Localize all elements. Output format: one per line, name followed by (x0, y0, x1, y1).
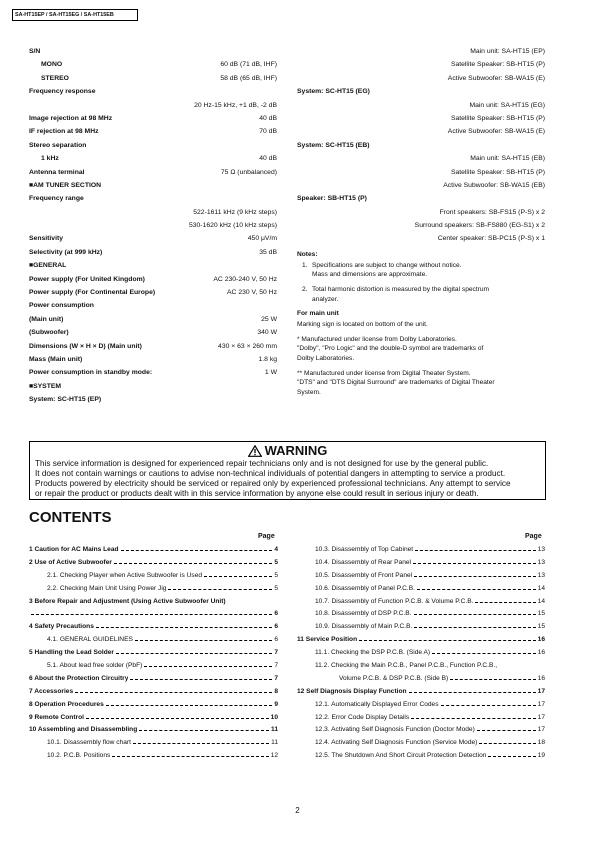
spec-row (29, 206, 277, 219)
spec-label: Antenna terminal (29, 168, 85, 176)
spec-row (29, 353, 277, 366)
toc-left (29, 544, 278, 763)
toc-entry-page: 5 (274, 571, 278, 579)
spec-row (29, 166, 277, 179)
spec-row (29, 286, 277, 299)
toc-entry[interactable] (297, 699, 545, 712)
toc-leader (112, 756, 268, 757)
spec-row (297, 99, 545, 112)
spec-row (29, 58, 277, 71)
toc-leader (121, 550, 273, 551)
spec-label: Selectivity (at 999 kHz) (29, 248, 103, 256)
toc-entry-title: 10.2. P.C.B. Positions (47, 752, 111, 760)
toc-entry-title: 10.8. Disassembly of DSP P.C.B. (315, 610, 412, 618)
toc-entry-title: 11.2. Checking the Main P.C.B., Panel P.C.B., Function P.C.B., (315, 662, 498, 670)
spec-value: AC 230-240 V, 50 Hz (213, 275, 277, 283)
toc-entry-page: 7 (274, 662, 278, 670)
toc-entry-page: 6 (274, 623, 278, 631)
spec-value: Center speaker: SB-PC15 (P-S) x 1 (437, 235, 545, 243)
toc-entry-title: 10.3. Disassembly of Top Cabinet (315, 546, 414, 553)
toc-entry[interactable] (297, 557, 545, 570)
toc-entry[interactable] (297, 608, 545, 621)
spec-value: 40 dB (259, 155, 277, 163)
toc-leader (204, 576, 272, 577)
spec-value: Active Subwoofer: SB-WA15 (E) (447, 128, 545, 136)
toc-entry[interactable] (297, 570, 545, 583)
toc-leader (432, 653, 536, 654)
dts-line-1: ** Manufactured under license from Digital Theater System. (297, 369, 471, 377)
spec-row (29, 152, 277, 165)
toc-entry-title: 11.1. Checking the DSP P.C.B. (Side A) (315, 649, 431, 657)
toc-leader (130, 679, 272, 680)
spec-row (29, 85, 277, 98)
spec-value: AC 230 V, 50 Hz (226, 289, 277, 297)
spec-value: Surround speakers: SB-FS880 (EG-S1) x 2 (414, 222, 545, 230)
toc-entry-page: 6 (274, 636, 278, 644)
note-2-cont: analyzer. (312, 295, 339, 303)
spec-row (29, 179, 277, 192)
spec-row (297, 152, 545, 165)
toc-entry-title: 5.1. About lead free solder (PbF) (47, 662, 143, 670)
toc-entry-title: 10.4. Disassembly of Rear Panel (315, 558, 412, 566)
toc-entry-title: 7 Accessories (29, 687, 74, 695)
toc-entry-title: 10.7. Disassembly of Function P.C.B. & Volume P.C.B. (315, 597, 474, 605)
toc-entry-page: 14 (537, 584, 545, 592)
spec-label: ■GENERAL (29, 262, 67, 270)
spec-row (29, 192, 277, 205)
spec-label: 1 kHz (41, 155, 59, 163)
spec-value: 75 Ω (unbalanced) (220, 168, 277, 176)
spec-row (297, 58, 545, 71)
toc-leader (96, 627, 272, 628)
toc-entry-page: 9 (274, 700, 278, 708)
toc-entry-title: Volume P.C.B. & DSP P.C.B. (Side B) (339, 674, 449, 682)
spec-value: Main unit: SA-HT15 (EB) (470, 155, 545, 163)
spec-row (29, 259, 277, 272)
spec-row (297, 125, 545, 138)
dts-line-3: System. (297, 388, 321, 396)
spec-row (297, 166, 545, 179)
spec-row (297, 139, 545, 152)
toc-leader (75, 692, 272, 693)
toc-entry[interactable] (29, 596, 278, 609)
spec-value: 522-1611 kHz (9 kHz steps) (193, 208, 277, 216)
toc-entry-page: 7 (274, 649, 278, 657)
spec-value: Main unit: SA-HT15 (EG) (469, 101, 545, 109)
toc-entry-title: 1 Caution for AC Mains Lead (29, 546, 119, 553)
spec-value: 60 dB (71 dB, IHF) (220, 61, 277, 69)
spec-row (297, 179, 545, 192)
spec-row (297, 72, 545, 85)
toc-entry[interactable] (297, 583, 545, 596)
toc-entry-page: 12 (270, 752, 278, 760)
toc-entry-title: 4 Safety Precautions (29, 623, 94, 631)
spec-label: Speaker: SB-HT15 (P) (297, 195, 367, 203)
page-header-right: Page (525, 533, 542, 540)
page-header-left: Page (258, 533, 275, 540)
note-1-cont: Mass and dimensions are approximate. (312, 271, 428, 279)
toc-leader (479, 743, 535, 744)
toc-entry[interactable] (297, 712, 545, 725)
toc-leader (133, 743, 269, 744)
toc-leader (114, 563, 272, 564)
toc-entry[interactable] (297, 660, 545, 673)
toc-right (297, 544, 545, 763)
toc-leader (144, 666, 272, 667)
spec-row (297, 192, 545, 205)
toc-entry-page: 8 (274, 687, 278, 695)
toc-leader (414, 614, 536, 615)
toc-leader (441, 705, 536, 706)
spec-label: System: SC-HT15 (EP) (29, 396, 102, 404)
spec-label: S/N (29, 48, 41, 55)
spec-value: 35 dB (259, 248, 277, 256)
spec-value: Active Subwoofer: SB-WA15 (E) (447, 74, 545, 82)
toc-entry-page: 15 (537, 623, 545, 631)
toc-leader (135, 640, 272, 641)
toc-leader (31, 614, 272, 615)
warning-triangle-icon (248, 445, 262, 457)
spec-value: Satellite Speaker: SB-HT15 (P) (450, 168, 545, 176)
toc-leader (475, 602, 535, 603)
spec-row (29, 393, 277, 406)
toc-entry-title: 12.3. Activating Self Diagnosis Function (Doctor Mode) (315, 726, 475, 734)
toc-leader (414, 627, 535, 628)
toc-entry[interactable] (29, 583, 278, 596)
toc-entry-title: 11 Service Position (297, 636, 358, 644)
toc-entry-page: 19 (537, 752, 545, 760)
dolby-line-3: Dolby Laboratories. (297, 355, 355, 363)
toc-leader (106, 705, 273, 706)
spec-row (29, 380, 277, 393)
toc-leader (168, 589, 272, 590)
notes (297, 248, 545, 398)
spec-label: MONO (41, 61, 63, 69)
warning-title: WARNING (30, 443, 545, 459)
notes-title: Notes: (297, 250, 318, 258)
toc-leader (414, 576, 536, 577)
spec-label: ■SYSTEM (29, 382, 62, 390)
spec-row (29, 99, 277, 112)
toc-entry[interactable] (297, 724, 545, 737)
toc-entry-page: 10 (270, 713, 278, 721)
toc-entry-page: 7 (274, 674, 278, 682)
toc-entry-title: 10.9. Disassembly of Main P.C.B. (315, 623, 413, 631)
toc-entry-page: 13 (537, 571, 545, 579)
toc-entry-page: 17 (537, 700, 545, 708)
spec-label: System: SC-HT15 (EG) (297, 88, 370, 96)
toc-entry-page: 18 (537, 739, 545, 747)
toc-entry[interactable] (297, 750, 545, 763)
toc-entry-title: 12 Self Diagnosis Display Function (297, 687, 407, 695)
toc-entry-title: 2 Use of Active Subwoofer (29, 558, 112, 566)
toc-entry-page: 6 (274, 610, 278, 618)
contents-title: CONTENTS (29, 509, 112, 526)
toc-entry[interactable] (297, 544, 545, 557)
toc-entry[interactable] (29, 557, 278, 570)
toc-entry[interactable] (29, 699, 278, 712)
spec-label: Sensitivity (29, 235, 63, 243)
spec-row (29, 112, 277, 125)
spec-row (29, 219, 277, 232)
note-2: 2. Total harmonic distortion is measured by the digital spectrum (302, 286, 490, 294)
toc-entry-title: 3 Before Repair and Adjustment (Using Active Subwoofer Unit) (29, 597, 226, 605)
spec-row (297, 112, 545, 125)
toc-entry-title: 12.4. Activating Self Diagnosis Function (Service Mode) (315, 739, 478, 747)
toc-entry[interactable] (29, 686, 278, 699)
toc-leader (413, 563, 536, 564)
model-header: SA-HT15EP / SA-HT15EG / SA-HT15EB (12, 9, 138, 21)
toc-leader (409, 692, 536, 693)
toc-entry-page: 16 (537, 674, 545, 682)
spec-label: Dimensions (W × H × D) (Main unit) (29, 342, 142, 350)
spec-value: 70 dB (259, 128, 277, 136)
spec-row (29, 299, 277, 312)
toc-entry[interactable] (29, 621, 278, 634)
spec-label: Frequency response (29, 88, 96, 96)
dts-line-2: "DTS" and "DTS Digital Surround" are trademarks of Digital Theater (297, 379, 495, 387)
spec-value: 340 W (257, 329, 277, 337)
spec-row (29, 125, 277, 138)
toc-entry-page: 15 (537, 610, 545, 618)
spec-value: 58 dB (65 dB, IHF) (220, 74, 277, 82)
spec-value: 530-1620 kHz (10 kHz steps) (188, 222, 277, 230)
toc-entry[interactable] (297, 634, 545, 647)
spec-value: Satellite Speaker: SB-HT15 (P) (450, 61, 545, 69)
spec-row (29, 246, 277, 259)
toc-leader (417, 589, 536, 590)
toc-entry[interactable] (29, 647, 278, 660)
spec-label: Power supply (For Continental Europe) (29, 289, 156, 297)
toc-entry-page: 17 (537, 726, 545, 734)
main-unit-title: For main unit (297, 310, 339, 318)
toc-entry-page: 5 (274, 558, 278, 566)
dolby-line-2: "Dolby", "Pro Logic" and the double-D symbol are trademarks of (297, 345, 484, 353)
spec-value: 40 dB (259, 114, 277, 122)
spec-label: Power supply (For United Kingdom) (29, 275, 145, 283)
toc-entry-page: 17 (537, 687, 545, 695)
toc-entry-page: 13 (537, 558, 545, 566)
toc-entry-title: 10 Assembling and Disassembling (29, 726, 138, 734)
toc-entry[interactable] (297, 737, 545, 750)
toc-entry-page: 16 (537, 649, 545, 657)
spec-row (29, 340, 277, 353)
toc-entry-title: 12.2. Error Code Display Details (315, 713, 410, 721)
toc-entry-title: 9 Remote Control (29, 713, 84, 721)
toc-leader (477, 730, 536, 731)
warning-text: This service information is designed for experienced repair technicians only and is not designed for use by the general public. It does not contain warnings or cautions to advise non-technical individuals of potential dangers in attempting to service a product. Products powered by electricity should be serviced or repaired only by experienced professional technicians. Any attempt to service or repair the product or products dealt with in this service information by anyone else could result in serious injury or death. (35, 459, 511, 498)
toc-entry[interactable] (29, 724, 278, 737)
spec-row (29, 326, 277, 339)
toc-entry-page: 5 (274, 584, 278, 592)
spec-value: 450 μV/m (247, 235, 277, 243)
toc-entry[interactable] (29, 634, 278, 647)
spec-row (29, 72, 277, 85)
toc-entry[interactable] (297, 647, 545, 660)
toc-entry-title: 12.5. The Shutdown And Short Circuit Protection Detection (315, 752, 487, 760)
toc-entry[interactable] (29, 750, 278, 763)
spec-value: 20 Hz-15 kHz, +1 dB, -2 dB (194, 101, 277, 109)
toc-entry-title: 6 About the Protection Circuitry (29, 674, 129, 682)
toc-entry[interactable] (29, 544, 278, 557)
spec-label: Power consumption (29, 302, 94, 310)
spec-value: Active Subwoofer: SB-WA15 (EB) (443, 181, 545, 189)
toc-entry[interactable] (297, 673, 545, 686)
toc-entry[interactable] (29, 660, 278, 673)
spec-list-right (297, 45, 545, 397)
toc-entry-page: 11 (271, 739, 278, 747)
spec-row (29, 273, 277, 286)
toc-entry-title: 5 Handling the Lead Solder (29, 649, 114, 657)
toc-entry-page: 4 (274, 546, 278, 553)
toc-leader (411, 718, 535, 719)
page-number: 2 (295, 806, 300, 815)
toc-leader (488, 756, 535, 757)
spec-label: IF rejection at 98 MHz (29, 128, 99, 136)
toc-entry[interactable] (29, 673, 278, 686)
main-unit-text: Marking sign is located on bottom of the unit. (297, 321, 428, 329)
spec-label: (Subwoofer) (29, 329, 69, 337)
spec-list-left (29, 45, 277, 407)
toc-leader (116, 653, 272, 654)
toc-entry-page: 14 (537, 597, 545, 605)
toc-entry-title: 12.1. Automatically Displayed Error Codes (315, 700, 439, 708)
spec-label: Power consumption in standby mode: (29, 369, 153, 377)
toc-entry-title: 2.1. Checking Player when Active Subwoofer is Used (47, 571, 203, 579)
toc-entry[interactable] (297, 686, 545, 699)
toc-entry-title: 10.1. Disassembly flow chart (47, 739, 131, 747)
toc-entry-title: 10.6. Disassembly of Panel P.C.B. (315, 584, 415, 592)
spec-row (297, 45, 545, 58)
spec-value: 25 W (261, 315, 277, 323)
spec-row (297, 219, 545, 232)
toc-entry[interactable] (297, 621, 545, 634)
toc-entry-title: 10.5. Disassembly of Front Panel (315, 571, 413, 579)
spec-row (29, 139, 277, 152)
toc-entry-title: 4.1. GENERAL GUIDELINES (47, 636, 133, 644)
spec-row (29, 232, 277, 245)
spec-row (29, 313, 277, 326)
note-1: 1. Specifications are subject to change without notice. (302, 261, 462, 269)
toc-leader (450, 679, 535, 680)
toc-entry-page: 16 (537, 636, 545, 644)
warning-box (29, 441, 546, 500)
toc-entry-title: 2.2. Checking Main Unit Using Power Jig (47, 584, 167, 592)
spec-label: Frequency range (29, 195, 84, 203)
spec-value: 1 W (264, 369, 277, 377)
spec-label: (Main unit) (29, 315, 64, 323)
spec-label: STEREO (41, 74, 69, 82)
toc-entry[interactable] (29, 737, 278, 750)
toc-entry-page: 13 (537, 546, 545, 553)
spec-row (29, 45, 277, 58)
toc-entry[interactable] (29, 712, 278, 725)
dolby-line-1: * Manufactured under license from Dolby Laboratories. (297, 335, 457, 343)
toc-entry-page: 11 (271, 726, 278, 734)
spec-label: Mass (Main unit) (29, 355, 83, 363)
toc-leader (139, 730, 269, 731)
spec-value: Front speakers: SB-FS15 (P-S) x 2 (439, 208, 545, 216)
spec-row (297, 85, 545, 98)
spec-value: Main unit: SA-HT15 (EP) (470, 48, 545, 55)
toc-entry[interactable] (297, 596, 545, 609)
toc-leader (415, 550, 536, 551)
toc-leader (86, 718, 269, 719)
spec-row (297, 206, 545, 219)
spec-label: Stereo separation (29, 141, 87, 149)
spec-label: System: SC-HT15 (EB) (297, 141, 370, 149)
toc-entry-page: 17 (537, 713, 545, 721)
spec-row (297, 232, 545, 245)
toc-entry[interactable] (29, 570, 278, 583)
toc-entry[interactable] (29, 608, 278, 621)
spec-row (29, 366, 277, 379)
toc-entry-title: 8 Operation Procedures (29, 700, 104, 708)
spec-label: ■AM TUNER SECTION (29, 181, 102, 189)
toc-leader (359, 640, 536, 641)
spec-value: 430 × 63 × 260 mm (218, 342, 277, 350)
spec-value: Satellite Speaker: SB-HT15 (P) (450, 114, 545, 122)
spec-value: 1.8 kg (258, 355, 277, 363)
spec-label: Image rejection at 98 MHz (29, 114, 113, 122)
